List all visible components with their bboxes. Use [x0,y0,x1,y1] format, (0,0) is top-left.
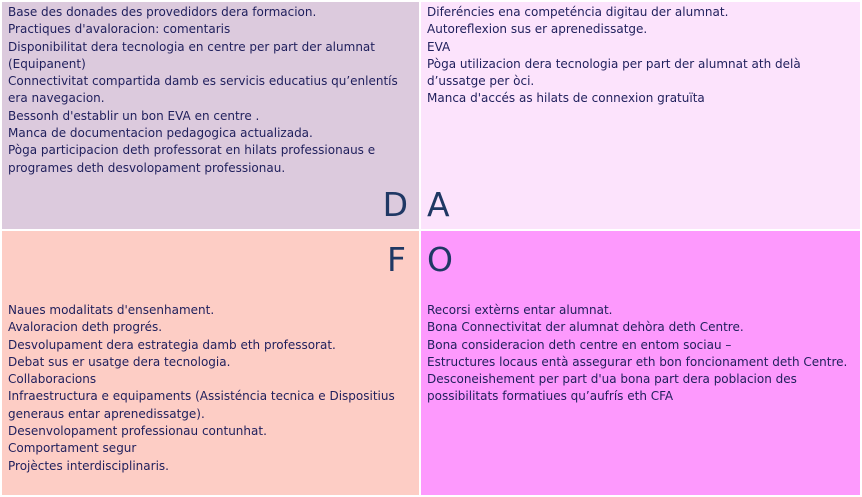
weakness-item: Pòga participacion deth professorat en hilats professionaus e programes deth desvolopament professionau. [8,143,376,175]
threat-item: Pòga utilizacion dera tecnologia per part der alumnat ath delà d’ussatge per òci. [427,56,801,89]
threats-letter: A [427,185,450,224]
weaknesses-list [8,4,408,177]
strength-item: Projèctes interdisciplinaris. [8,458,169,473]
threat-item: Manca d'accés as hilats de connexion gratuïta [427,91,705,106]
strength-item: Desenvolopament professionau contunhat. [8,424,267,439]
strength-item: Avaloracion deth progrés. [8,320,163,335]
opportunities-list [427,302,857,406]
opportunity-item: Bona Connectivitat der alumnat dehòra deth Centre. [427,320,744,335]
opportunity-item: Estructures locaus entà assegurar eth bon foncionament deth Centre. [427,354,848,369]
opportunity-item: Recorsi extèrns entar alumnat. [427,303,613,317]
weaknesses-letter: D [382,185,408,224]
weaknesses-quadrant [2,2,419,229]
weakness-item: Base des donades des provedidors dera formacion. [8,5,317,19]
opportunity-item: Bona consideracion deth centre en entom sociau – [427,337,732,352]
threat-item: EVA [427,39,451,54]
weakness-item: Bessonh d'establir un bon EVA en centre . [8,108,260,123]
strength-item: Comportament segur [8,441,137,456]
strength-item: Desvolupament dera estrategia damb eth professorat. [8,337,336,352]
strengths-letter: F [387,240,406,279]
strengths-list [8,302,413,475]
threat-item: Autoreflexion sus er aprenedissatge. [427,22,648,37]
threat-item: Diferéncies ena competéncia digitau der alumnat. [427,5,729,19]
weakness-item: Connectivitat compartida damb es servicis educatius qu’enlentís era navegacion. [8,74,398,106]
weakness-item: Disponibilitat dera tecnologia en centre per part der alumnat (Equipanent) [8,39,375,71]
threats-quadrant [421,2,860,229]
strengths-quadrant [2,231,419,495]
strength-item: Naues modalitats d'ensenhament. [8,303,215,317]
strength-item: Collaboracions [8,372,97,387]
opportunity-item: Desconeishement per part d'ua bona part dera poblacion des possibilitats formatiues qu’aufrís eth CFA [427,372,797,404]
threats-list [427,4,857,108]
opportunities-letter: O [427,240,453,279]
weakness-item: Manca de documentacion pedagogica actualizada. [8,126,313,141]
weakness-item: Practiques d'avaloracion: comentaris [8,22,231,37]
opportunities-quadrant [421,231,860,495]
strength-item: Infraestructura e equipaments (Assisténcia tecnica e Dispositius generaus entar aprenedissatge). [8,389,395,421]
strength-item: Debat sus er usatge dera tecnologia. [8,354,231,369]
